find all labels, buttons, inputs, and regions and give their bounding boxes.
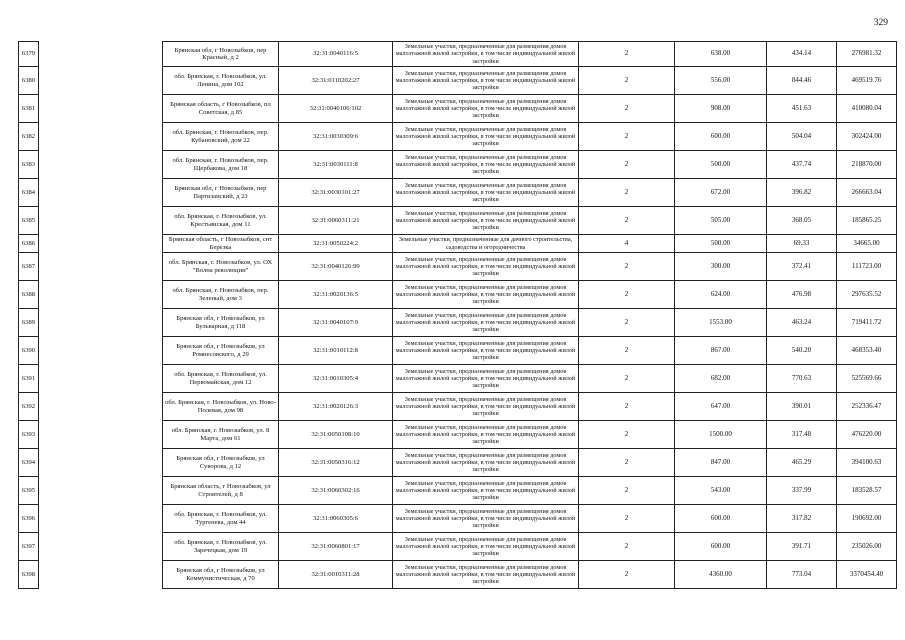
cadastral-number-cell: 32:31:0010311:28 [279,561,393,589]
gap-cell [39,42,163,67]
cadastral-number-cell: 32:31:0030101:27 [279,179,393,207]
land-use-cell: Земельные участки, предназначенные для размещения домов малоэтажной жилой застройки, в том числе индивидуальной жилой застройки [393,281,579,309]
table-row [19,505,897,533]
land-use-cell: Земельные участки, предназначенные для размещения домов малоэтажной жилой застройки, в том числе индивидуальной жилой застройки [393,421,579,449]
cadastral-value-cell: 111723.00 [837,253,897,281]
cadastral-number-cell: 32:31:0020136:5 [279,281,393,309]
row-number: 6386 [19,235,39,253]
row-number: 6392 [19,393,39,421]
specific-value-cell: 465.29 [767,449,837,477]
land-use-cell: Земельные участки, предназначенные для размещения домов малоэтажной жилой застройки, в том числе индивидуальной жилой застройки [393,505,579,533]
use-group-cell: 2 [579,151,675,179]
cadastral-number-cell: 32:31:0010305:4 [279,365,393,393]
table-row [19,42,897,67]
address-cell: обл. Брянская, г. Новозыбков, ул. 8 Марта, дом 61 [163,421,279,449]
table-row [19,151,897,179]
table-row [19,123,897,151]
gap-cell [39,421,163,449]
gap-cell [39,561,163,589]
use-group-cell: 2 [579,95,675,123]
area-cell: 908.00 [675,95,767,123]
land-use-cell: Земельные участки, предназначенные для размещения домов малоэтажной жилой застройки, в том числе индивидуальной жилой застройки [393,123,579,151]
specific-value-cell: 391.71 [767,533,837,561]
specific-value-cell: 337.99 [767,477,837,505]
use-group-cell: 2 [579,533,675,561]
cadastral-value-cell: 469519.76 [837,67,897,95]
gap-cell [39,123,163,151]
area-cell: 556.00 [675,67,767,95]
cadastral-number-cell: 32:31:0110202:27 [279,67,393,95]
cadastral-number-cell: 32:31:0060311:21 [279,207,393,235]
row-number: 6394 [19,449,39,477]
row-number: 6398 [19,561,39,589]
land-use-cell: Земельные участки, предназначенные для размещения домов малоэтажной жилой застройки, в том числе индивидуальной жилой застройки [393,179,579,207]
cadastral-value-cell: 183528.57 [837,477,897,505]
address-cell: обл. Брянская, г. Новозыбков, ул. Заречецкая, дом 19 [163,533,279,561]
address-cell: Брянская область, г Новозыбков, ул Строителей, д 8 [163,477,279,505]
cadastral-value-cell: 525569.66 [837,365,897,393]
table-row [19,337,897,365]
row-number: 6395 [19,477,39,505]
gap-cell [39,207,163,235]
use-group-cell: 2 [579,42,675,67]
gap-cell [39,337,163,365]
area-cell: 1553.00 [675,309,767,337]
land-use-cell: Земельные участки, предназначенные для размещения домов малоэтажной жилой застройки, в том числе индивидуальной жилой застройки [393,67,579,95]
row-number: 6388 [19,281,39,309]
area-cell: 500.00 [675,151,767,179]
row-number: 6383 [19,151,39,179]
table-row [19,281,897,309]
specific-value-cell: 540.20 [767,337,837,365]
cadastral-value-cell: 235026.00 [837,533,897,561]
row-number: 6387 [19,253,39,281]
area-cell: 638.00 [675,42,767,67]
specific-value-cell: 390.01 [767,393,837,421]
land-use-cell: Земельные участки, предназначенные для размещения домов малоэтажной жилой застройки, в том числе индивидуальной жилой застройки [393,477,579,505]
area-cell: 300.00 [675,253,767,281]
cadastral-number-cell: 32:31:0010112:8 [279,337,393,365]
row-number: 6380 [19,67,39,95]
use-group-cell: 2 [579,561,675,589]
cadastral-value-cell: 468353.40 [837,337,897,365]
use-group-cell: 2 [579,253,675,281]
cadastral-number-cell: 32:31:0040106:102 [279,95,393,123]
cadastral-value-cell: 34665.00 [837,235,897,253]
table-row [19,365,897,393]
area-cell: 600.00 [675,533,767,561]
use-group-cell: 2 [579,505,675,533]
area-cell: 867.00 [675,337,767,365]
cadastral-value-cell: 3370454.40 [837,561,897,589]
table-row [19,477,897,505]
cadastral-number-cell: 32:31:0050316:12 [279,449,393,477]
gap-cell [39,281,163,309]
area-cell: 505.00 [675,207,767,235]
use-group-cell: 2 [579,477,675,505]
gap-cell [39,235,163,253]
land-use-cell: Земельные участки, предназначенные для дачного строительства, садоводства и огородничества [393,235,579,253]
cadastral-value-cell: 719411.72 [837,309,897,337]
table-row [19,393,897,421]
area-cell: 600.00 [675,505,767,533]
land-use-cell: Земельные участки, предназначенные для размещения домов малоэтажной жилой застройки, в том числе индивидуальной жилой застройки [393,365,579,393]
specific-value-cell: 396.82 [767,179,837,207]
table-row [19,67,897,95]
use-group-cell: 4 [579,235,675,253]
cadastral-value-cell: 266663.04 [837,179,897,207]
cadastral-value-cell: 297635.52 [837,281,897,309]
use-group-cell: 2 [579,421,675,449]
address-cell: обл. Брянская, г. Новозыбков, ул. ОХ "Волна революции" [163,253,279,281]
cadastral-value-cell: 302424.00 [837,123,897,151]
cadastral-number-cell: 32:31:0050108:10 [279,421,393,449]
address-cell: Брянская обл, г Новозыбков, пер Партизанский, д 23 [163,179,279,207]
gap-cell [39,67,163,95]
address-cell: Брянская обл, г Новозыбков, ул Суворова, д 12 [163,449,279,477]
row-number: 6384 [19,179,39,207]
row-number: 6393 [19,421,39,449]
use-group-cell: 2 [579,123,675,151]
area-cell: 4360.00 [675,561,767,589]
address-cell: обл. Брянская, г. Новозыбков, ул. Тургенева, дом 44 [163,505,279,533]
use-group-cell: 2 [579,281,675,309]
use-group-cell: 2 [579,365,675,393]
use-group-cell: 2 [579,67,675,95]
specific-value-cell: 770.63 [767,365,837,393]
land-use-cell: Земельные участки, предназначенные для размещения домов малоэтажной жилой застройки, в том числе индивидуальной жилой застройки [393,42,579,67]
gap-cell [39,309,163,337]
cadastral-number-cell: 32:31:0040107:9 [279,309,393,337]
table-row [19,235,897,253]
row-number: 6391 [19,365,39,393]
cadastral-number-cell: 32:31:0060302:16 [279,477,393,505]
cadastral-value-cell: 185865.25 [837,207,897,235]
area-cell: 647.00 [675,393,767,421]
land-use-cell: Земельные участки, предназначенные для размещения домов малоэтажной жилой застройки, в том числе индивидуальной жилой застройки [393,449,579,477]
use-group-cell: 2 [579,449,675,477]
table-row [19,179,897,207]
area-cell: 672.00 [675,179,767,207]
land-use-cell: Земельные участки, предназначенные для размещения домов малоэтажной жилой застройки, в том числе индивидуальной жилой застройки [393,95,579,123]
use-group-cell: 2 [579,309,675,337]
gap-cell [39,533,163,561]
table-row [19,421,897,449]
address-cell: Брянская обл, г Новозыбков, ул Бульварная, д 118 [163,309,279,337]
specific-value-cell: 504.04 [767,123,837,151]
gap-cell [39,151,163,179]
area-cell: 624.00 [675,281,767,309]
address-cell: Брянская обл, г Новозыбков, ул Коммунистическая, д 70 [163,561,279,589]
area-cell: 543.00 [675,477,767,505]
row-number: 6381 [19,95,39,123]
gap-cell [39,179,163,207]
specific-value-cell: 476.98 [767,281,837,309]
cadastral-value-cell: 190692.00 [837,505,897,533]
cadastral-number-cell: 32:31:0060305:6 [279,505,393,533]
address-cell: Брянская обл, г Новозыбков, пер Красный, д 2 [163,42,279,67]
gap-cell [39,477,163,505]
specific-value-cell: 368.05 [767,207,837,235]
address-cell: обл. Брянская, г. Новозыбков, ул. Крестьянская, дом 11 [163,207,279,235]
use-group-cell: 2 [579,207,675,235]
cadastral-number-cell: 32:31:0030111:8 [279,151,393,179]
address-cell: обл. Брянская, г. Новозыбков, ул. Первомайская, дом 12 [163,365,279,393]
row-number: 6396 [19,505,39,533]
cadastral-value-cell: 252336.47 [837,393,897,421]
address-cell: обл. Брянская, г. Новозыбков, пер. Кубановский, дом 22 [163,123,279,151]
specific-value-cell: 434.14 [767,42,837,67]
land-use-cell: Земельные участки, предназначенные для размещения домов малоэтажной жилой застройки, в том числе индивидуальной жилой застройки [393,561,579,589]
specific-value-cell: 451.63 [767,95,837,123]
row-number: 6382 [19,123,39,151]
area-cell: 682.00 [675,365,767,393]
address-cell: обл. Брянская, г. Новозыбков, ул. Ново-Полевая, дом 98 [163,393,279,421]
address-cell: Брянская область, г Новозыбков, снт Березка [163,235,279,253]
land-use-cell: Земельные участки, предназначенные для размещения домов малоэтажной жилой застройки, в том числе индивидуальной жилой застройки [393,253,579,281]
address-cell: обл. Брянская, г. Новозыбков, пер. Зеленый, дом 3 [163,281,279,309]
row-number: 6389 [19,309,39,337]
land-use-cell: Земельные участки, предназначенные для размещения домов малоэтажной жилой застройки, в том числе индивидуальной жилой застройки [393,533,579,561]
land-use-cell: Земельные участки, предназначенные для размещения домов малоэтажной жилой застройки, в том числе индивидуальной жилой застройки [393,151,579,179]
specific-value-cell: 773.04 [767,561,837,589]
use-group-cell: 2 [579,337,675,365]
cadastral-value-cell: 276981.32 [837,42,897,67]
specific-value-cell: 317.48 [767,421,837,449]
area-cell: 500.00 [675,235,767,253]
table-row [19,449,897,477]
cadastral-number-cell: 32:31:0040126:99 [279,253,393,281]
table-row [19,309,897,337]
area-cell: 847.00 [675,449,767,477]
table-row [19,561,897,589]
area-cell: 1500.00 [675,421,767,449]
page-number: 329 [873,18,888,28]
land-use-cell: Земельные участки, предназначенные для размещения домов малоэтажной жилой застройки, в том числе индивидуальной жилой застройки [393,207,579,235]
use-group-cell: 2 [579,179,675,207]
specific-value-cell: 437.74 [767,151,837,179]
cadastral-value-table [18,41,897,589]
cadastral-number-cell: 32:31:0040116:5 [279,42,393,67]
land-use-cell: Земельные участки, предназначенные для размещения домов малоэтажной жилой застройки, в том числе индивидуальной жилой застройки [393,337,579,365]
row-number: 6379 [19,42,39,67]
table-row [19,533,897,561]
gap-cell [39,505,163,533]
gap-cell [39,253,163,281]
address-cell: обл. Брянская, г. Новозыбков, пер. Щербакова, дом 18 [163,151,279,179]
cadastral-number-cell: 32:31:0030309:6 [279,123,393,151]
row-number: 6385 [19,207,39,235]
cadastral-value-cell: 410080.04 [837,95,897,123]
use-group-cell: 2 [579,393,675,421]
specific-value-cell: 844.46 [767,67,837,95]
cadastral-value-cell: 218870.00 [837,151,897,179]
table-row [19,253,897,281]
table-row [19,207,897,235]
specific-value-cell: 372.41 [767,253,837,281]
row-number: 6397 [19,533,39,561]
specific-value-cell: 463.24 [767,309,837,337]
row-number: 6390 [19,337,39,365]
address-cell: Брянская обл, г Новозыбков, ул Ромнесовского, д 29 [163,337,279,365]
cadastral-number-cell: 32:31:0060801:17 [279,533,393,561]
address-cell: обл. Брянская, г. Новозыбков, ул. Ленина, дом 102 [163,67,279,95]
area-cell: 600.00 [675,123,767,151]
cadastral-number-cell: 32:31:0020126:3 [279,393,393,421]
specific-value-cell: 317.82 [767,505,837,533]
gap-cell [39,365,163,393]
gap-cell [39,393,163,421]
gap-cell [39,449,163,477]
cadastral-number-cell: 32:31:0050224:2 [279,235,393,253]
address-cell: Брянская область, г Новозыбков, пл Советская, д 85 [163,95,279,123]
land-use-cell: Земельные участки, предназначенные для размещения домов малоэтажной жилой застройки, в том числе индивидуальной жилой застройки [393,393,579,421]
cadastral-value-cell: 394100.63 [837,449,897,477]
specific-value-cell: 69.33 [767,235,837,253]
cadastral-value-cell: 476220.00 [837,421,897,449]
gap-cell [39,95,163,123]
land-use-cell: Земельные участки, предназначенные для размещения домов малоэтажной жилой застройки, в том числе индивидуальной жилой застройки [393,309,579,337]
table-row [19,95,897,123]
